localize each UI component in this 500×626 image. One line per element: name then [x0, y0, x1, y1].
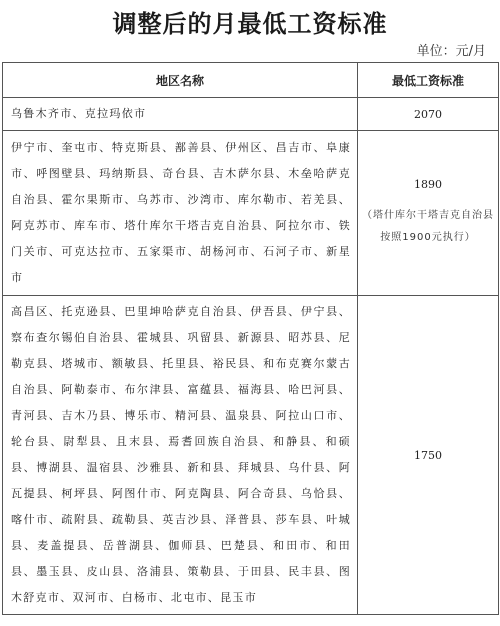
wage-standard-cell: [358, 131, 499, 296]
region-list: 伊宁市、奎屯市、特克斯县、鄯善县、伊州区、昌吉市、阜康市、呼图壁县、玛纳斯县、奇台县、吉木萨尔县、木垒哈萨克自治县、霍尔果斯市、乌苏市、沙湾市、库尔勒市、若羌县、阿克苏市、库车市、塔什库尔干塔吉克自治县、阿拉尔市、铁门关市、可克达拉市、五家渠市、胡杨河市、石河子市、新星市: [3, 131, 358, 296]
table-row: [3, 98, 499, 131]
table-row: [3, 131, 499, 296]
table-row: [3, 296, 499, 615]
minimum-wage-table: [2, 62, 499, 615]
wage-standard-value: 1750: [414, 448, 442, 462]
wage-standard-value: 2070: [414, 107, 442, 121]
wage-standard-value: 1890: [414, 177, 442, 191]
wage-standard-cell: [358, 98, 499, 131]
region-list: 乌鲁木齐市、克拉玛依市: [3, 98, 358, 131]
wage-standard-cell: [358, 296, 499, 615]
wage-standard-note: （塔什库尔干塔吉克自治县按照1900元执行）: [362, 209, 494, 243]
header-wage-standard: 最低工资标准: [358, 63, 499, 98]
unit-label: 单位：元/月: [416, 44, 486, 59]
document-title: 调整后的月最低工资标准: [112, 10, 388, 38]
region-list: 高昌区、托克逊县、巴里坤哈萨克自治县、伊吾县、伊宁县、察布查尔锡伯自治县、霍城县、巩留县、新源县、昭苏县、尼勒克县、塔城市、额敏县、托里县、裕民县、和布克赛尔蒙古自治县、阿勒泰市、布尔津县、富蕴县、福海县、哈巴河县、青河县、吉木乃县、博乐市、精河县、温泉县、阿拉山口市、轮台县、尉犁县、且末县、焉耆回族自治县、和静县、和硕县、博湖县、温宿县、沙雅县、新和县、拜城县、乌什县、阿瓦提县、柯坪县、阿图什市、阿克陶县、阿合奇县、乌恰县、喀什市、疏附县、疏勒县、英吉沙县、泽普县、莎车县、叶城县、麦盖提县、岳普湖县、伽师县、巴楚县、和田市、和田县、墨玉县、皮山县、洛浦县、策勒县、于田县、民丰县、图木舒克市、双河市、白杨市、北屯市、昆玉市: [3, 296, 358, 615]
table-header-row: [3, 63, 499, 98]
header-region-name: 地区名称: [3, 63, 358, 98]
